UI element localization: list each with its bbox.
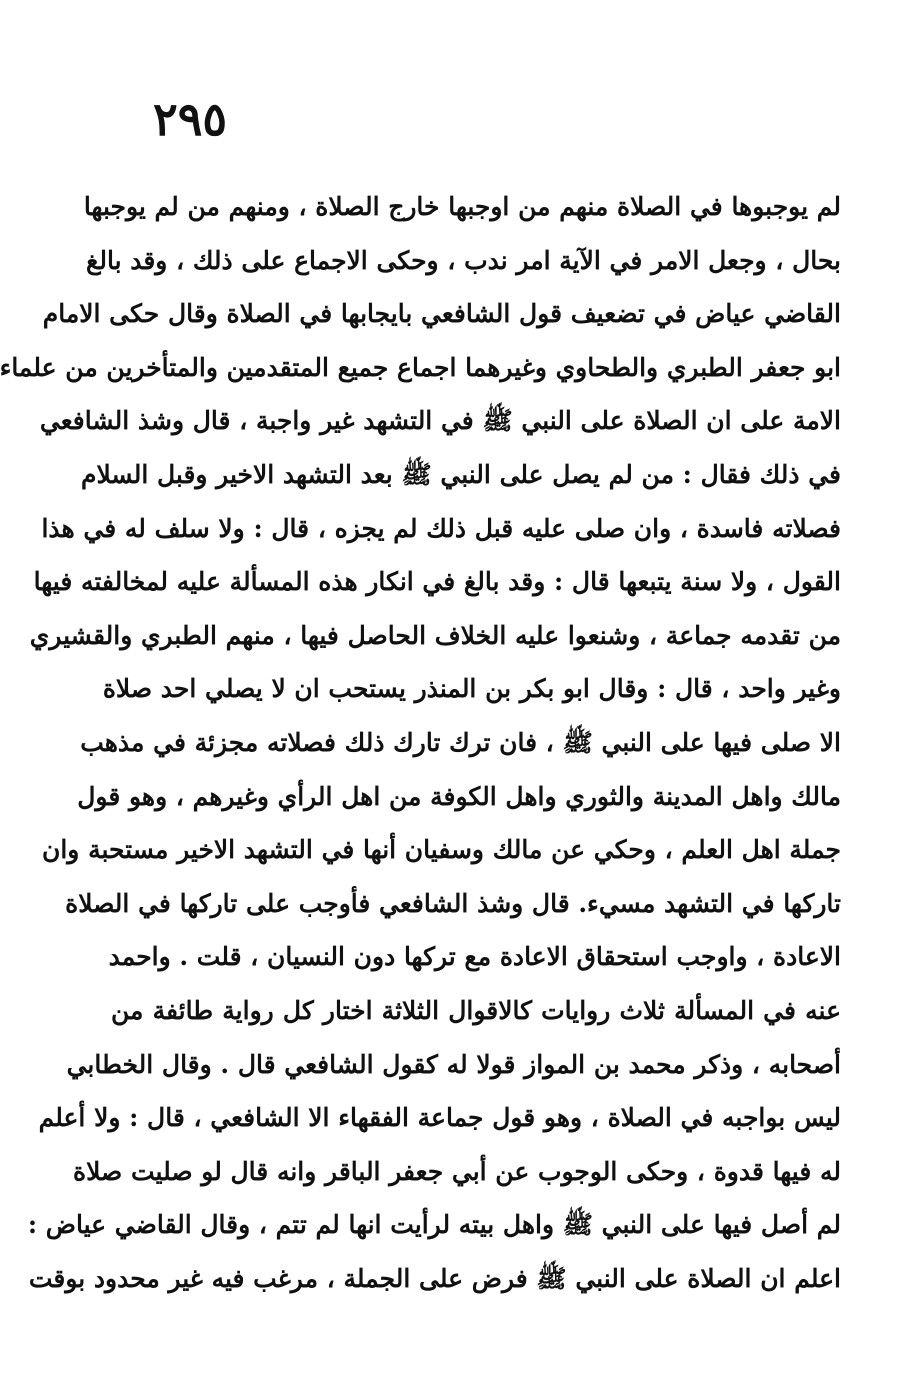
- text-line: بحال ، وجعل الامر في الآية امر ندب ، وحكى الاجماع على ذلك ، وقد بالغ: [86, 245, 841, 275]
- text-line: ابو جعفر الطبري والطحاوي وغيرهما اجماع جميع المتقدمين والمتأخرين من علماء: [0, 352, 841, 382]
- text-line: لم أصل فيها على النبي ﷺ واهل بيته لرأيت انها لم تتم ، وقال القاضي عياض :: [27, 1210, 841, 1240]
- text-line: أصحابه ، وذكر محمد بن المواز قولا له كقول الشافعي قال . وقال الخطابي: [66, 1049, 841, 1079]
- text-line: لم يوجبوها في الصلاة منهم من اوجبها خارج الصلاة ، ومنهم من لم يوجبها: [83, 192, 841, 221]
- text-line: له فيها قدوة ، وحكى الوجوب عن أبي جعفر الباقر وانه قال لو صليت صلاة: [73, 1156, 841, 1186]
- text-line: الا صلى فيها على النبي ﷺ ، فان ترك تارك ذلك فصلاته مجزئة في مذهب: [80, 727, 841, 757]
- text-line: مالك واهل المدينة والثوري واهل الكوفة من اهل الرأي وغيرهم ، وهو قول: [77, 781, 841, 811]
- text-line: القول ، ولا سنة يتبعها قال : وقد بالغ في انكار هذه المسألة عليه لمخالفته فيها: [33, 567, 841, 597]
- text-line: عنه في المسألة ثلاث روايات كالاقوال الثلاثة اختار كل رواية طائفة من: [111, 995, 841, 1025]
- text-line: الاعادة ، واوجب استحقاق الاعادة مع تركها دون النسيان ، قلت . واحمد: [108, 942, 841, 972]
- text-line: فصلاته فاسدة ، وان صلى عليه قبل ذلك لم يجزه ، قال : ولا سلف له في هذا: [41, 513, 841, 543]
- text-line: ليس بواجبه في الصلاة ، وهو قول جماعة الفقهاء الا الشافعي ، قال : ولا أعلم: [38, 1103, 841, 1133]
- text-line: اعلم ان الصلاة على النبي ﷺ فرض على الجملة ، مرغب فيه غير محدود بوقت: [28, 1263, 841, 1293]
- text-line: الامة على ان الصلاة على النبي ﷺ في التشهد غير واجبة ، قال وشذ الشافعي: [39, 406, 841, 436]
- body-text: [0, 180, 841, 1305]
- page-number: ٢٩٥: [153, 92, 228, 146]
- text-line: في ذلك فقال : من لم يصل على النبي ﷺ بعد التشهد الاخير وقبل السلام: [81, 459, 841, 489]
- text-line: القاضي عياض في تضعيف قول الشافعي بايجابها في الصلاة وقال حكى الامام: [42, 299, 841, 329]
- text-line: تاركها في التشهد مسيء. قال وشذ الشافعي فأوجب على تاركها في الصلاة: [65, 888, 841, 918]
- text-line: من تقدمه جماعة ، وشنعوا عليه الخلاف الحاصل فيها ، منهم الطبري والقشيري: [29, 620, 841, 650]
- text-line: وغير واحد ، قال : وقال ابو بكر بن المنذر يستحب ان لا يصلي احد صلاة: [102, 674, 841, 704]
- text-line: جملة اهل العلم ، وحكي عن مالك وسفيان أنها في التشهد الاخير مستحبة وان: [42, 835, 841, 865]
